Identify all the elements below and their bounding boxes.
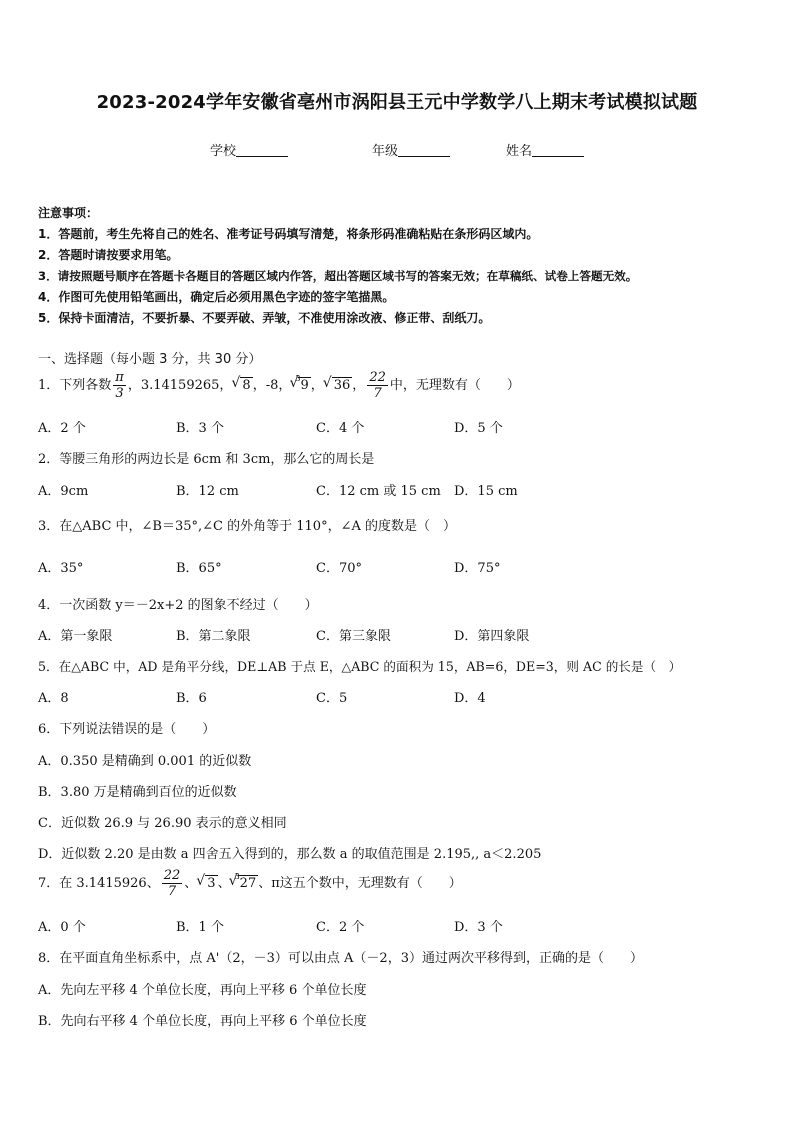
q2-option-d[interactable]: D．15 cm [454,484,518,499]
q3-option-b[interactable]: B．65° [176,561,222,576]
question-6: 6．下列说法错误的是（ ） [38,722,216,737]
notice-item: 1．答题前，考生先将自己的姓名、准考证号码填写清楚，将条形码准确粘贴在条形码区域内。 [38,227,539,241]
notice-block [38,203,637,329]
q4-option-b[interactable]: B．第二象限 [176,629,251,644]
q5-option-c[interactable]: C．5 [316,691,348,706]
q8-option-b[interactable]: B．先向右平移 4 个单位长度，再向上平移 6 个单位长度 [38,1014,367,1029]
notice-heading: 注意事项： [38,206,99,220]
notice-item: 3．请按照题号顺序在答题卡各题目的答题区域内作答，超出答题区域书写的答案无效；在草稿纸、试卷上答题无效。 [38,269,638,283]
question-3: 3．在△ABC 中，∠B＝35°,∠C 的外角等于 110°，∠A 的度数是（ ） [38,519,456,534]
q8-option-a[interactable]: A．先向左平移 4 个单位长度，再向上平移 6 个单位长度 [38,983,367,998]
q7-option-b[interactable]: B．1 个 [176,920,224,935]
22-over-7-fraction: $\frac{22}{7}$ [163,868,181,899]
q7-option-a[interactable]: A．0 个 [38,920,86,935]
school-blank[interactable] [236,143,288,157]
q4-option-a[interactable]: A．第一象限 [38,629,113,644]
name-label: 姓名 [506,144,533,159]
grade-field[interactable] [372,140,450,159]
q4-option-c[interactable]: C．第三象限 [316,629,391,644]
question-2: 2．等腰三角形的两边长是 6cm 和 3cm，那么它的周长是 [38,452,375,467]
q6-option-d[interactable]: D．近似数 2.20 是由数 a 四舍五入得到的，那么数 a 的取值范围是 2.195,, a＜2.205 [38,847,542,862]
q1-prefix: 1．下列各数 [38,378,112,393]
q2-option-a[interactable]: A．9cm [38,484,89,499]
pi-over-3-fraction: $\frac{\pi}{3}$ [115,370,124,401]
q7-option-d[interactable]: D．3 个 [454,920,503,935]
sqrt-3: √ 3 [205,875,217,891]
q6-option-c[interactable]: C．近似数 26.9 与 26.90 表示的意义相同 [38,816,287,831]
notice-item: 2．答题时请按要求用笔。 [38,248,179,262]
notice-item: 5．保持卡面清洁，不要折暴、不要弄破、弄皱，不准使用涂改液、修正带、刮纸刀。 [38,311,491,325]
name-field[interactable] [506,140,584,159]
question-5: 5．在△ABC 中，AD 是角平分线，DE⊥AB 于点 E，△ABC 的面积为 15，AB=6，DE=3，则 AC 的长是（ ） [38,659,682,674]
q7-option-c[interactable]: C．2 个 [316,920,365,935]
sqrt-36: √ 36 [332,377,353,393]
q6-option-b[interactable]: B．3.80 万是精确到百位的近似数 [38,785,237,800]
grade-blank[interactable] [398,143,450,157]
question-1: 1．下列各数 $\frac{\pi}{3}$ ，3.14159265，√ 8 ，-8， $^3$√ 9 ，√ 36 ， $\frac{22}{7}$ 中，无理数有（ ） [38,370,520,401]
q4-option-d[interactable]: D．第四象限 [454,629,530,644]
page-title: 2023-2024学年安徽省亳州市涡阳县王元中学数学八上期末考试模拟试题 [96,92,698,113]
q5-option-b[interactable]: B．6 [176,691,207,706]
school-field[interactable] [210,140,288,159]
section-heading: 一、选择题（每小题 3 分，共 30 分） [38,352,262,367]
q5-option-a[interactable]: A．8 [38,691,69,706]
grade-label: 年级 [372,144,399,159]
cbrt-9: √ 9 [298,377,310,393]
22-over-7-fraction: $\frac{22}{7}$ [369,370,386,401]
name-blank[interactable] [532,143,584,157]
q1-option-a[interactable]: A．2 个 [38,421,86,436]
q2-option-c[interactable]: C．12 cm 或 15 cm [316,484,441,499]
q3-option-c[interactable]: C．70° [316,561,362,576]
q5-option-d[interactable]: D．4 [454,691,486,706]
q3-option-d[interactable]: D．75° [454,561,501,576]
notice-item: 4．作图可先使用铅笔画出，确定后必须用黑色字迹的签字笔描黑。 [38,290,395,304]
q3-option-a[interactable]: A．35° [38,561,84,576]
q1-option-c[interactable]: C．4 个 [316,421,365,436]
q1-option-d[interactable]: D．5 个 [454,421,503,436]
question-4: 4．一次函数 y＝－2x+2 的图象不经过（ ） [38,598,318,613]
school-label: 学校 [210,144,237,159]
sqrt-8: √ 8 [240,377,252,393]
q6-option-a[interactable]: A．0.350 是精确到 0.001 的近似数 [38,754,252,769]
cbrt-27: √ 27 [238,875,259,891]
question-7: 7．在 3.1415926、 $\frac{22}{7}$ 、√ 3 、 $^3$√ 27 、π这五个数中，无理数有（ ） [38,868,462,899]
question-8: 8．在平面直角坐标系中，点 A'（2，－3）可以由点 A（－2，3）通过两次平移得到，正确的是（ ） [38,951,643,966]
q1-option-b[interactable]: B．3 个 [176,421,224,436]
q2-option-b[interactable]: B．12 cm [176,484,239,499]
